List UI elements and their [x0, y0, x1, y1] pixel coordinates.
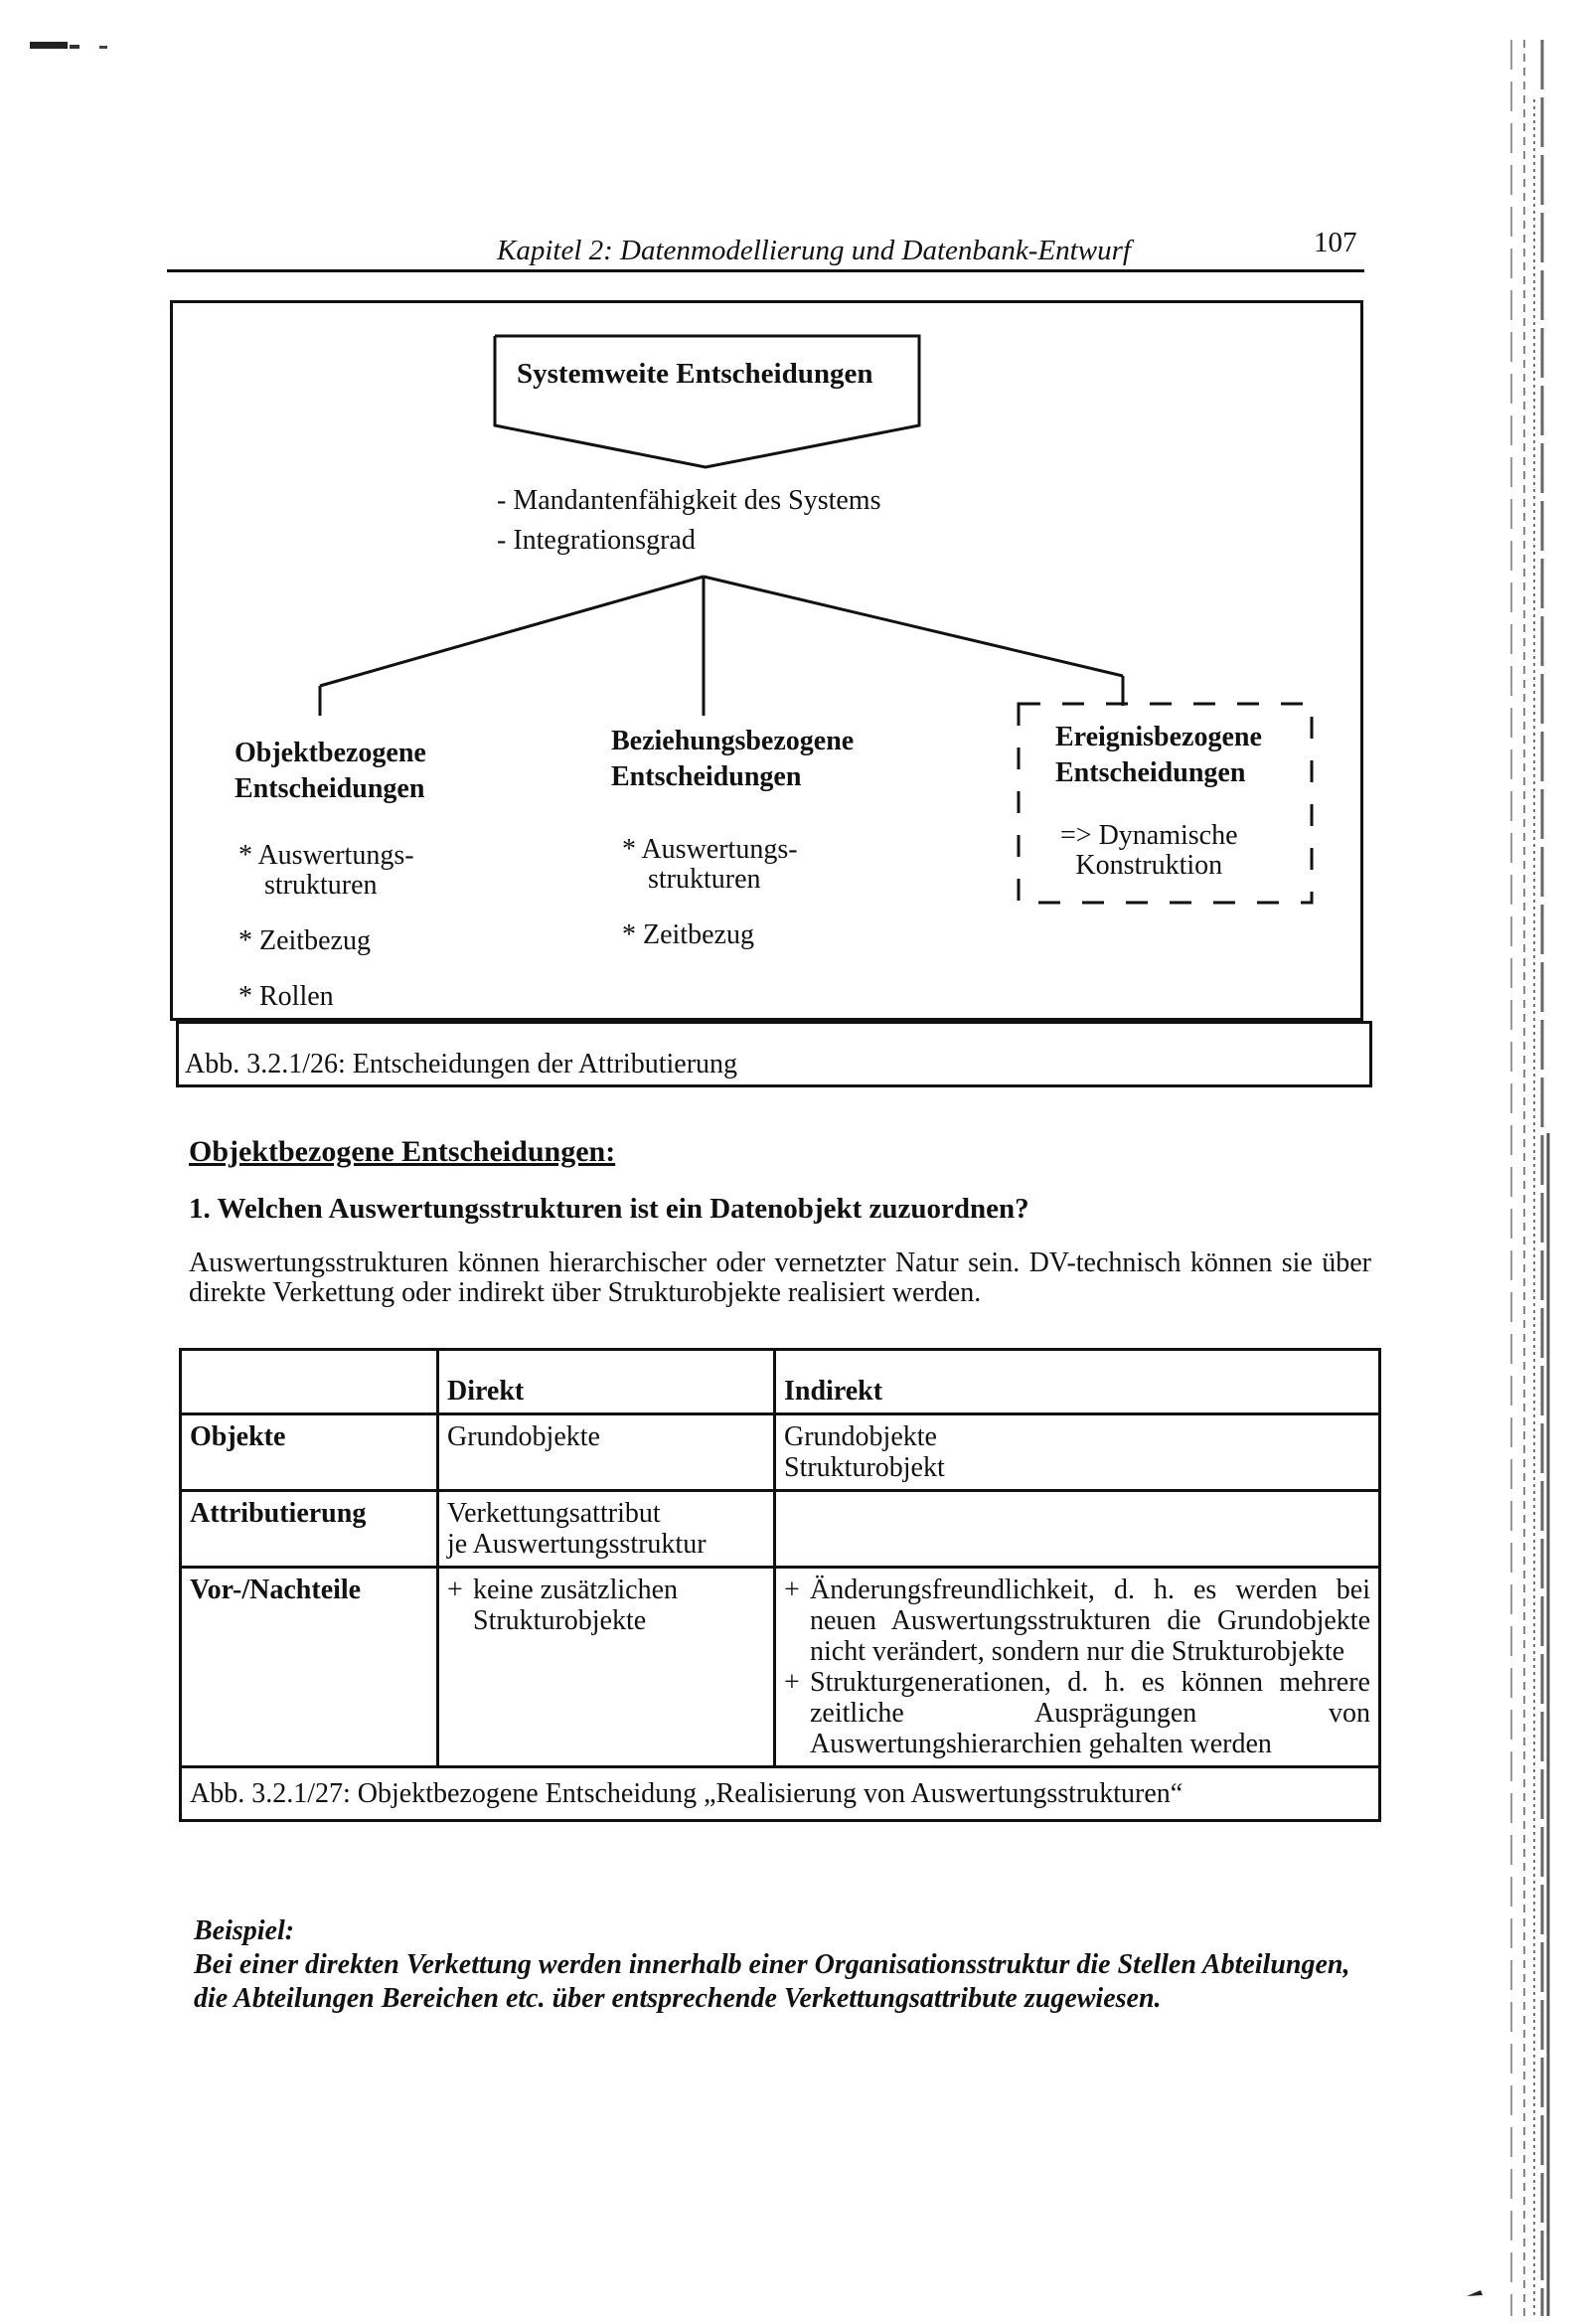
cell-line: Verkettungsattribut: [447, 1498, 661, 1529]
table-cell-empty: [775, 1491, 1380, 1568]
figure1-caption: Abb. 3.2.1/26: Entscheidungen der Attributierung: [185, 1049, 738, 1079]
node-objektbezogene: [235, 736, 426, 807]
row-label: Attributierung: [181, 1491, 438, 1568]
row-label: Vor-/Nachteile: [181, 1568, 438, 1767]
pro-text: Strukturgenerationen, d. h. es können mehrere zeitliche Ausprägungen von Auswertungshierarchien gehalten werden: [810, 1667, 1370, 1759]
node-beziehungsbezogene-items: [622, 835, 798, 976]
bullet-item-cont: strukturen: [648, 864, 761, 895]
example-text: Bei einer direkten Verkettung werden innerhalb einer Organisationsstruktur die Stellen Abteilungen, die Abteilungen Bereichen etc. über entsprechende Verkettungsattribute zugewiesen.: [194, 1949, 1350, 2014]
top-node-shape: [495, 336, 919, 467]
node-title: Objektbezogene: [235, 738, 426, 768]
table-cell: [775, 1568, 1380, 1767]
pro-text: keine zusätzlichen Strukturobjekte: [473, 1575, 679, 1636]
cell-line: Grundobjekte: [784, 1421, 937, 1452]
node-title: Beziehungsbezogene: [611, 726, 855, 756]
example-label: Beispiel:: [194, 1915, 295, 1946]
scan-corner-mark: [1467, 2286, 1497, 2300]
criteria-item: - Integrationsgrad: [497, 525, 696, 556]
bullet-item: * Auswertungs-: [238, 840, 414, 871]
bullet-item-cont: Konstruktion: [1075, 850, 1223, 881]
bullet-item: => Dynamische: [1060, 820, 1238, 851]
table-row: [181, 1414, 1380, 1491]
comparison-table: [179, 1348, 1381, 1822]
example-block: [194, 1914, 1386, 2016]
table-cell: [438, 1491, 775, 1568]
node-objektbezogene-items: [238, 841, 414, 1038]
node-title: Entscheidungen: [611, 761, 802, 792]
node-title: Entscheidungen: [1055, 757, 1246, 788]
node-title: Entscheidungen: [235, 773, 425, 804]
table-cell: [438, 1414, 775, 1491]
bullet-item: * Zeitbezug: [238, 925, 371, 956]
table-header-row: [181, 1350, 1380, 1414]
table-caption-row: [181, 1767, 1380, 1821]
section-heading: Objektbezogene Entscheidungen:: [189, 1135, 616, 1168]
top-node-label: Systemweite Entscheidungen: [517, 358, 873, 390]
pro-item: [784, 1667, 1370, 1759]
pro-item: [447, 1575, 765, 1636]
question-heading: 1. Welchen Auswertungsstrukturen ist ein Datenobjekt zuzuordnen?: [189, 1193, 1029, 1225]
node-ereignisbezogene-items: [1060, 821, 1238, 881]
table-cell: [438, 1568, 775, 1767]
table-row: [181, 1568, 1380, 1767]
node-beziehungsbezogene: [611, 724, 854, 795]
plus-sign: +: [784, 1575, 800, 1605]
figure2-caption: Abb. 3.2.1/27: Objektbezogene Entscheidung „Realisierung von Auswertungsstrukturen“: [181, 1767, 1380, 1821]
node-ereignisbezogene: [1055, 720, 1262, 791]
plus-sign: +: [447, 1575, 463, 1605]
chapter-header-title: Kapitel 2: Datenmodellierung und Datenbank-Entwurf: [497, 235, 1131, 266]
branch-left: [320, 577, 704, 686]
table-row: [181, 1491, 1380, 1568]
bullet-item: * Auswertungs-: [622, 834, 798, 865]
cell-line: Grundobjekte: [447, 1421, 600, 1452]
plus-sign: +: [784, 1667, 800, 1698]
criteria-item: - Mandantenfähigkeit des Systems: [497, 485, 881, 516]
table-cell: [775, 1414, 1380, 1491]
bullet-item: * Zeitbezug: [622, 919, 754, 950]
table-header-cell: [181, 1350, 438, 1414]
branch-right: [704, 577, 1123, 676]
cell-line: Strukturobjekt: [784, 1452, 945, 1483]
node-title: Ereignisbezogene: [1055, 722, 1262, 752]
page-number: 107: [1314, 227, 1357, 258]
bullet-item: * Rollen: [238, 981, 334, 1012]
pro-text: Änderungsfreundlichkeit, d. h. es werden bei neuen Auswertungsstrukturen die Grundobjekte nicht verändert, sondern nur die Strukturobjekte: [810, 1575, 1370, 1667]
cell-line: je Auswertungsstruktur: [447, 1529, 707, 1560]
row-label: Objekte: [181, 1414, 438, 1491]
bullet-item-cont: strukturen: [264, 870, 378, 901]
table-header-cell: Indirekt: [775, 1350, 1380, 1414]
top-criteria-list: [497, 481, 880, 561]
table-header-cell: Direkt: [438, 1350, 775, 1414]
pro-item: [784, 1575, 1370, 1667]
body-paragraph: Auswertungsstrukturen können hierarchischer oder vernetzter Natur sein. DV-technisch können sie über direkte Verkettung oder indirekt über Strukturobjekte realisiert werden.: [189, 1247, 1371, 1308]
